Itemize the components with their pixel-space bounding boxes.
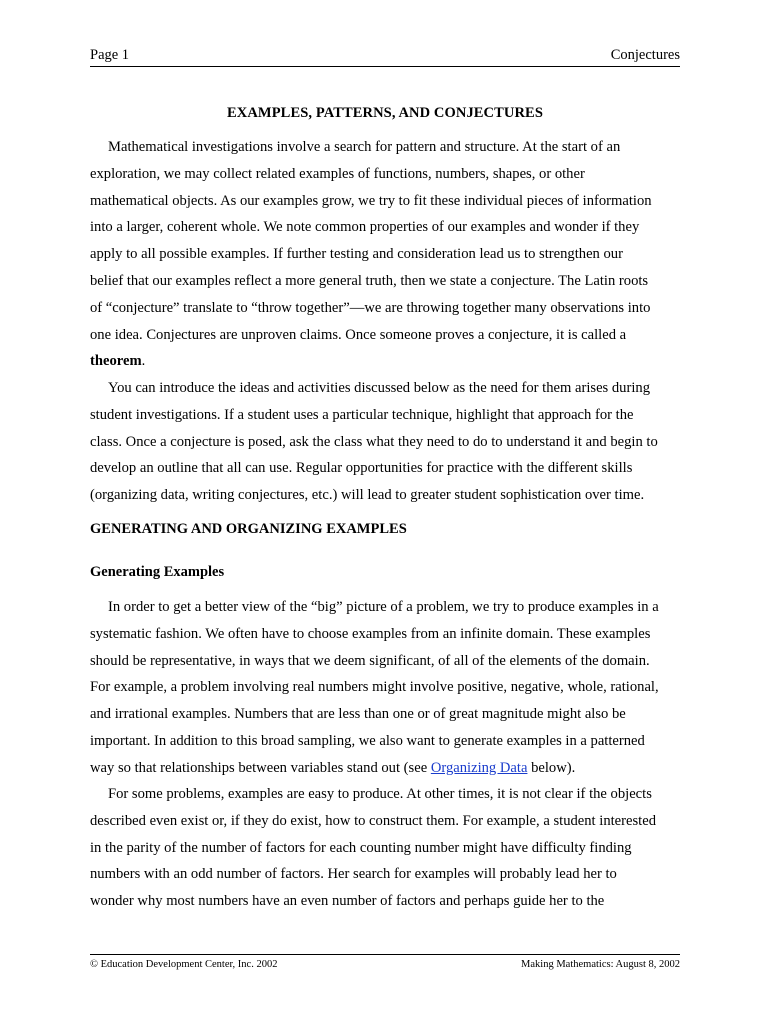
paragraph-line: and irrational examples. Numbers that are less than one or of great magnitude might also be — [90, 706, 626, 723]
document-title: EXAMPLES, PATTERNS, AND CONJECTURES — [227, 105, 543, 121]
paragraph-line — [90, 755, 680, 782]
paragraph-line: For some problems, examples are easy to produce. At other times, it is not clear if the objects — [108, 786, 652, 802]
paragraph-line: important. In addition to this broad sampling, we also want to generate examples in a patterned — [90, 732, 645, 749]
organizing-data-link[interactable]: Organizing Data — [430, 759, 528, 776]
paragraph-line: For example, a problem involving real numbers might involve positive, negative, whole, rational, — [90, 679, 659, 696]
paragraph-line: You can introduce the ideas and activities discussed below as the need for them arises during — [108, 380, 650, 396]
page-header — [90, 46, 680, 67]
paragraph-line: student investigations. If a student uses a particular technique, highlight that approach for the — [90, 406, 634, 423]
paragraph-line: belief that our examples reflect a more general truth, then we state a conjecture. The Latin roots — [90, 272, 649, 289]
subsection-heading: Generating Examples — [90, 564, 225, 580]
intro-paragraph — [90, 134, 680, 375]
publication-date: Making Mathematics: August 8, 2002 — [521, 959, 680, 970]
existence-paragraph — [90, 781, 680, 915]
theorem-term: theorem — [90, 353, 142, 370]
paragraph-line: of “conjecture” translate to “throw together”—we are throwing together many observations into — [90, 299, 651, 316]
paragraph-line: wonder why most numbers have an even number of factors and perhaps guide her to the — [90, 893, 605, 910]
paragraph-line: described even exist or, if they do exist, how to construct them. For example, a student interested — [90, 812, 656, 829]
page-footer — [90, 954, 680, 970]
paragraph-line: class. Once a conjecture is posed, ask the class what they need to do to understand it and begin to — [90, 433, 658, 450]
paragraph-tail: . — [141, 353, 146, 370]
guidance-paragraph — [90, 375, 680, 509]
paragraph-line: numbers with an odd number of factors. Her search for examples will probably lead her to — [90, 866, 617, 883]
paragraph-line: apply to all possible examples. If further testing and consideration lead us to strengthen our — [90, 246, 623, 263]
paragraph-line: develop an outline that all can use. Regular opportunities for practice with the different skills — [90, 460, 633, 477]
generating-examples-paragraph — [90, 594, 680, 782]
paragraph-line: exploration, we may collect related examples of functions, numbers, shapes, or other — [90, 165, 585, 182]
paragraph-line: one idea. Conjectures are unproven claims. Once someone proves a conjecture, it is called a — [90, 326, 627, 343]
paragraph-line: into a larger, coherent whole. We note common properties of our examples and wonder if they — [90, 219, 640, 236]
paragraph-line: should be representative, in ways that we deem significant, of all of the elements of the domain. — [90, 652, 650, 669]
header-section-title: Conjectures — [610, 47, 680, 63]
paragraph-line: mathematical objects. As our examples grow, we try to fit these individual pieces of information — [90, 192, 652, 209]
paragraph-line: (organizing data, writing conjectures, etc.) will lead to greater student sophistication over time. — [90, 487, 645, 504]
paragraph-line: in the parity of the number of factors for each counting number might have difficulty finding — [90, 839, 632, 856]
document-page — [90, 0, 680, 1024]
copyright-notice: © Education Development Center, Inc. 2002 — [90, 959, 278, 970]
section-heading: GENERATING AND ORGANIZING EXAMPLES — [90, 521, 407, 537]
paragraph-line: Mathematical investigations involve a search for pattern and structure. At the start of an — [108, 139, 621, 155]
paragraph-text: way so that relationships between variables stand out (see — [90, 759, 431, 776]
paragraph-text: below). — [527, 759, 576, 776]
paragraph-line — [90, 348, 680, 375]
paragraph-line: In order to get a better view of the “big” picture of a problem, we try to produce examples in a — [108, 599, 659, 615]
page-number: Page 1 — [90, 47, 130, 63]
paragraph-line: systematic fashion. We often have to choose examples from an infinite domain. These examples — [90, 625, 651, 642]
